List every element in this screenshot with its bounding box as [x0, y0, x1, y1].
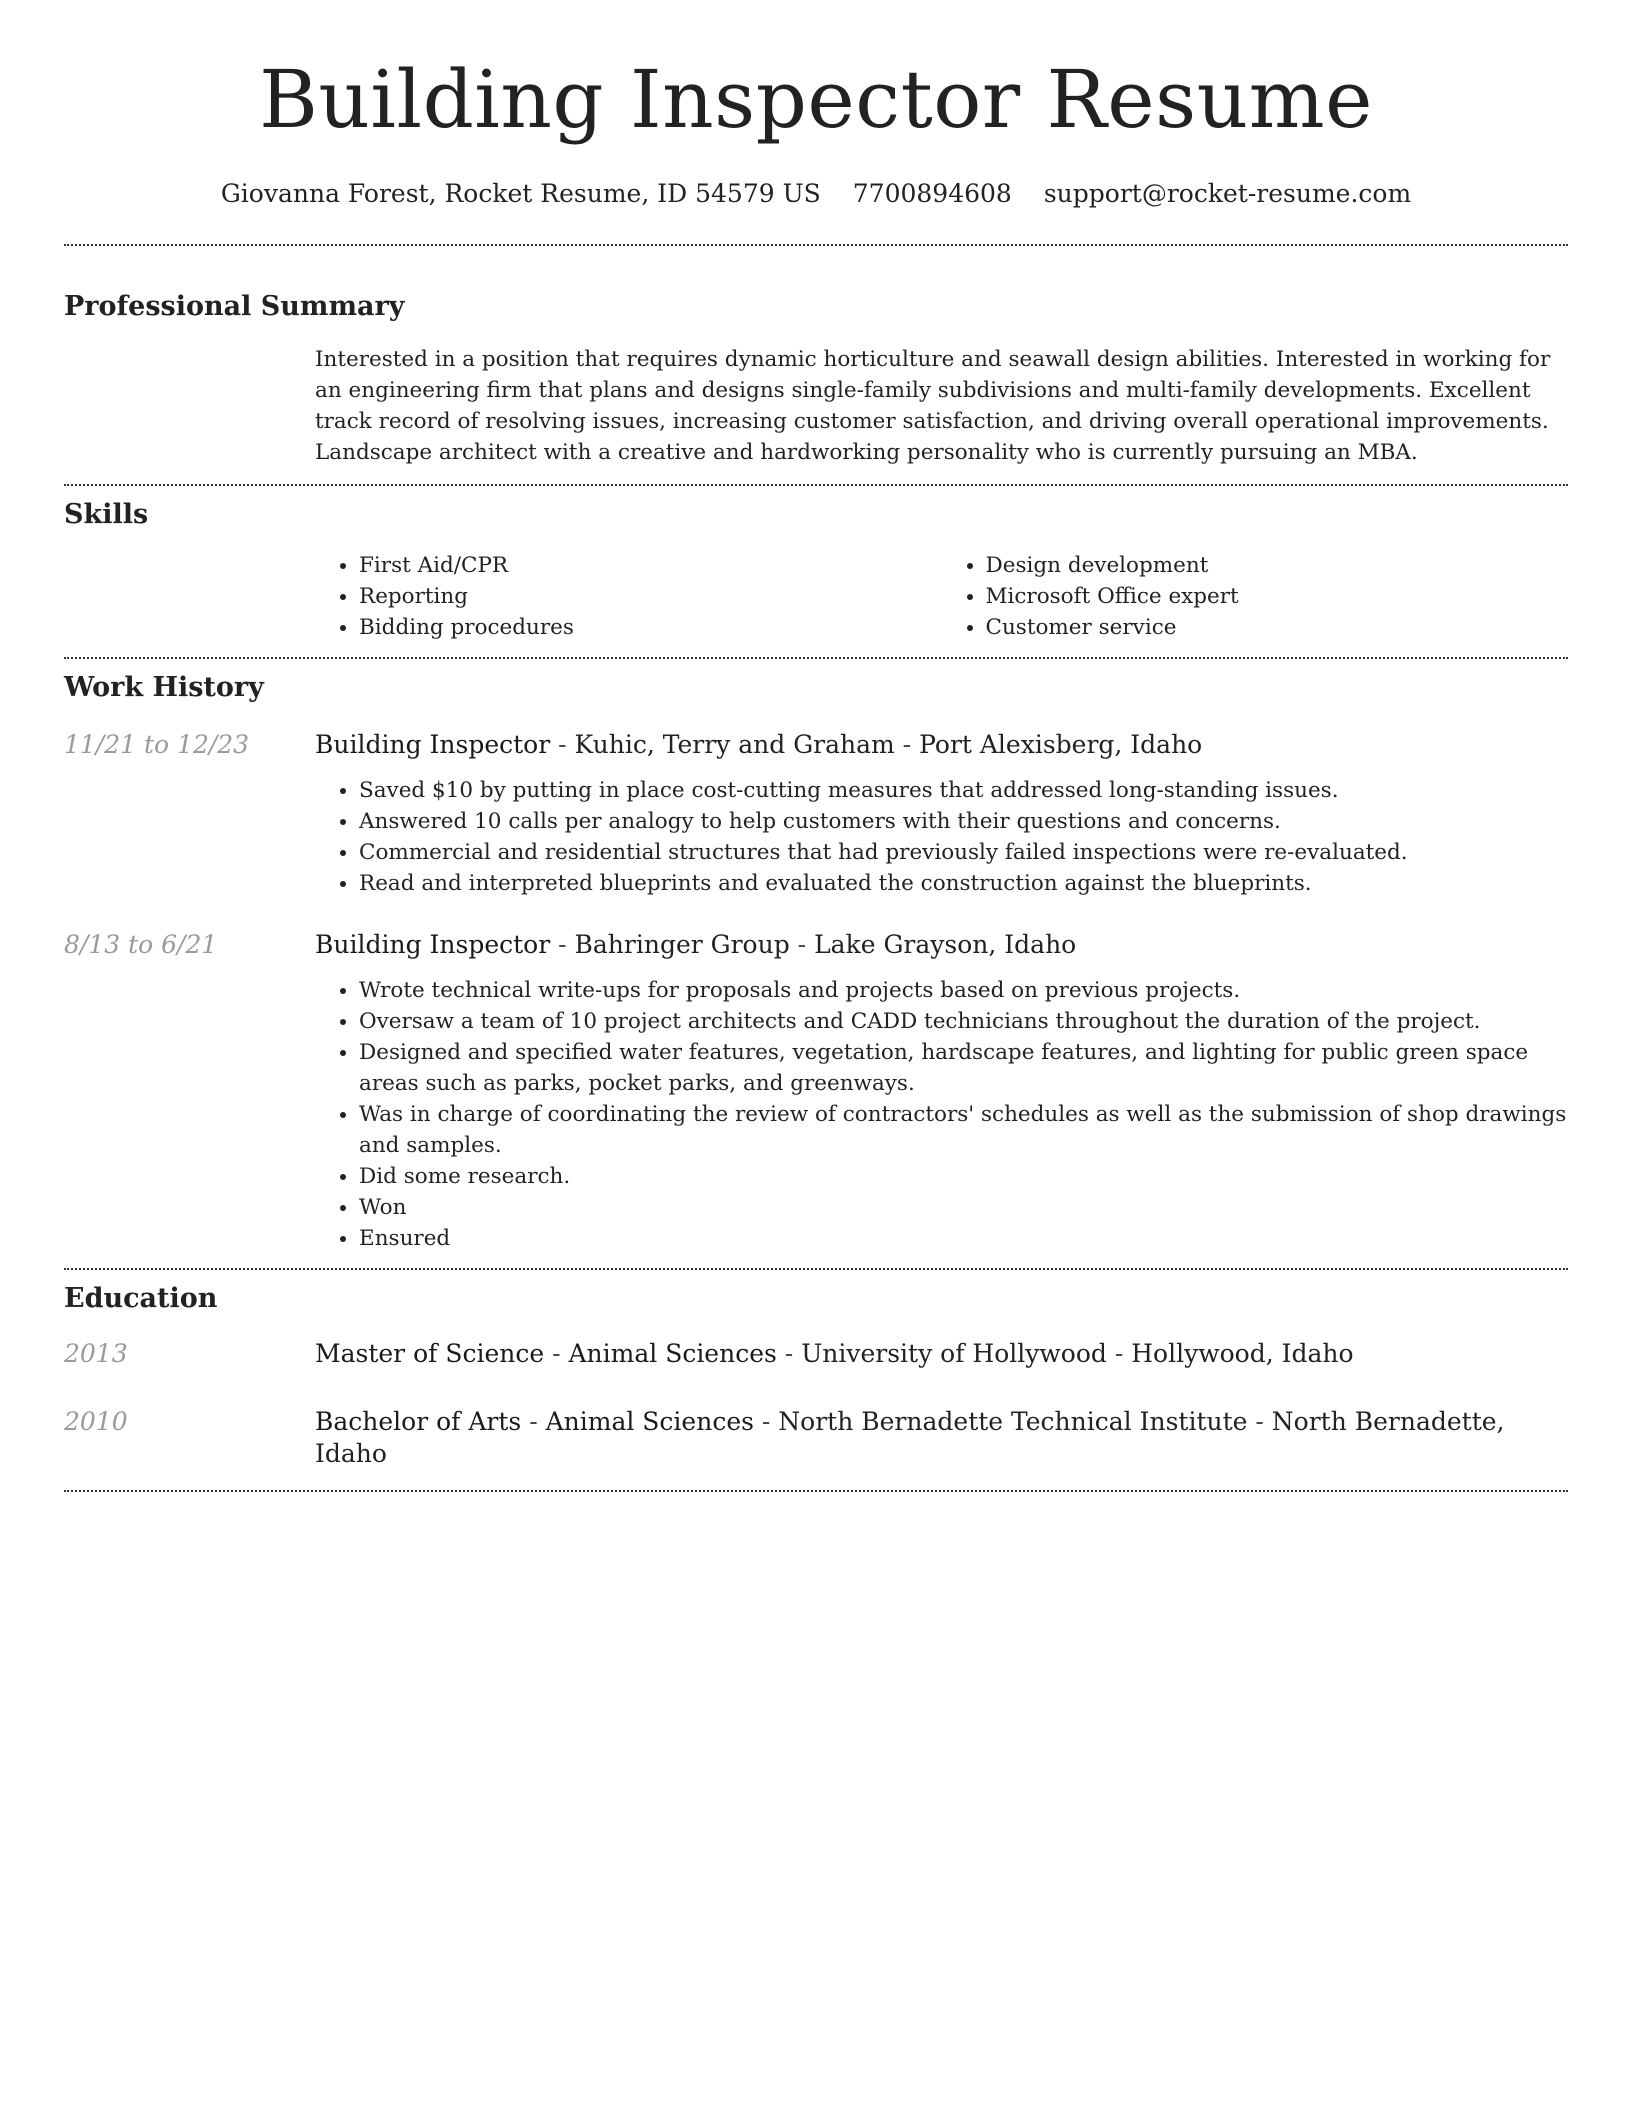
company-name: Kuhic, Terry and Graham: [574, 730, 895, 759]
separator: -: [753, 1407, 779, 1436]
summary-section: [64, 290, 1568, 484]
contact-phone: 7700894608: [852, 179, 1012, 208]
field-of-study: Animal Sciences: [568, 1339, 777, 1368]
summary-heading: Professional Summary: [64, 291, 405, 322]
separator: -: [894, 730, 920, 759]
contact-line: [64, 178, 1568, 210]
job-location: Lake Grayson, Idaho: [814, 930, 1077, 959]
job-title: Building Inspector: [315, 930, 551, 959]
work-bullet: • Commercial and residential structures that had previously failed inspections were re-evaluated.: [359, 837, 1568, 868]
work-bullet: • Wrote technical write-ups for proposals and projects based on previous projects.: [359, 975, 1568, 1006]
separator: -: [789, 930, 815, 959]
skill-item: • Design development: [986, 550, 1569, 581]
education-entry: [64, 1406, 1568, 1470]
education-entry: [64, 1338, 1568, 1370]
work-history-section: [64, 671, 1568, 1268]
education-year: 2013: [64, 1339, 128, 1368]
contact-address: Giovanna Forest, Rocket Resume, ID 54579 US: [220, 179, 821, 208]
education-entry-body: [315, 1338, 1568, 1370]
work-dates: 8/13 to 6/21: [64, 930, 218, 959]
work-bullet: • Was in charge of coordinating the review of contractors' schedules as well as the submission of shop drawings and samples.: [359, 1099, 1568, 1161]
separator: -: [1106, 1339, 1132, 1368]
work-entry-body: [315, 729, 1568, 899]
work-bullet: • Read and interpreted blueprints and evaluated the construction against the blueprints.: [359, 868, 1568, 899]
divider: [64, 1490, 1568, 1492]
degree: Master of Science: [315, 1339, 545, 1368]
separator: -: [544, 1339, 569, 1368]
education-entry-heading: [315, 1338, 1568, 1370]
divider: [64, 657, 1568, 659]
separator: -: [776, 1339, 802, 1368]
skill-item: • Bidding procedures: [359, 612, 942, 643]
resume-title: Building Inspector Resume: [259, 53, 1373, 146]
work-bullets: [315, 975, 1568, 1254]
work-bullet: • Ensured: [359, 1223, 1568, 1254]
education-entry-body: [315, 1406, 1568, 1470]
separator: -: [550, 930, 575, 959]
separator: -: [521, 1407, 546, 1436]
education-entry-heading: [315, 1406, 1568, 1470]
education-heading: Education: [64, 1283, 218, 1314]
skill-item: • Microsoft Office expert: [986, 581, 1569, 612]
field-of-study: Animal Sciences: [545, 1407, 754, 1436]
divider: [64, 484, 1568, 486]
work-entry-heading: [315, 729, 1568, 761]
degree: Bachelor of Arts: [315, 1407, 522, 1436]
skills-heading: Skills: [64, 499, 149, 530]
work-bullet: • Won: [359, 1192, 1568, 1223]
job-title: Building Inspector: [315, 730, 551, 759]
school-location: Hollywood, Idaho: [1131, 1339, 1354, 1368]
work-history-heading: Work History: [64, 672, 264, 703]
separator: -: [550, 730, 575, 759]
work-entry: [64, 929, 1568, 1268]
skills-grid: [315, 550, 1568, 657]
school-name: North Bernadette Technical Institute: [778, 1407, 1248, 1436]
work-bullet: • Answered 10 calls per analogy to help customers with their questions and concerns.: [359, 806, 1568, 837]
divider: [64, 1268, 1568, 1270]
work-bullet: • Saved $10 by putting in place cost-cutting measures that addressed long-standing issues.: [359, 775, 1568, 806]
skill-item: • First Aid/CPR: [359, 550, 942, 581]
work-dates: 11/21 to 12/23: [64, 730, 250, 759]
work-bullet: • Designed and specified water features, vegetation, hardscape features, and lighting for public green space areas such as parks, pocket parks, and greenways.: [359, 1037, 1568, 1099]
job-location: Port Alexisberg, Idaho: [919, 730, 1203, 759]
skill-item: • Reporting: [359, 581, 942, 612]
divider: [64, 244, 1568, 246]
skill-item: • Customer service: [986, 612, 1569, 643]
education-section: [64, 1282, 1568, 1470]
work-bullet: • Did some research.: [359, 1161, 1568, 1192]
skills-column-right: [942, 550, 1569, 643]
work-bullet: • Oversaw a team of 10 project architects and CADD technicians throughout the duration of the project.: [359, 1006, 1568, 1037]
work-bullets: [315, 775, 1568, 899]
skills-column-left: [315, 550, 942, 643]
work-entry-body: [315, 929, 1568, 1268]
contact-email: support@rocket-resume.com: [1043, 179, 1412, 208]
separator: -: [1247, 1407, 1272, 1436]
company-name: Bahringer Group: [574, 930, 790, 959]
summary-text: Interested in a position that requires dynamic horticulture and seawall design abilities. Interested in working for an engineering firm that plans and designs single-family subdivisions and multi-family developments. Excellent track record of resolving issues, increasing customer satisfaction, and driving overall operational improvements. Landscape architect with a creative and hardworking personality who is currently pursuing an MBA.: [315, 347, 1551, 465]
school-name: University of Hollywood: [801, 1339, 1107, 1368]
school-location: North Bernadette, Idaho: [315, 1407, 1505, 1468]
work-entry-heading: [315, 929, 1568, 961]
work-entry: [64, 729, 1568, 899]
education-year: 2010: [64, 1407, 128, 1436]
skills-section: [64, 498, 1568, 657]
